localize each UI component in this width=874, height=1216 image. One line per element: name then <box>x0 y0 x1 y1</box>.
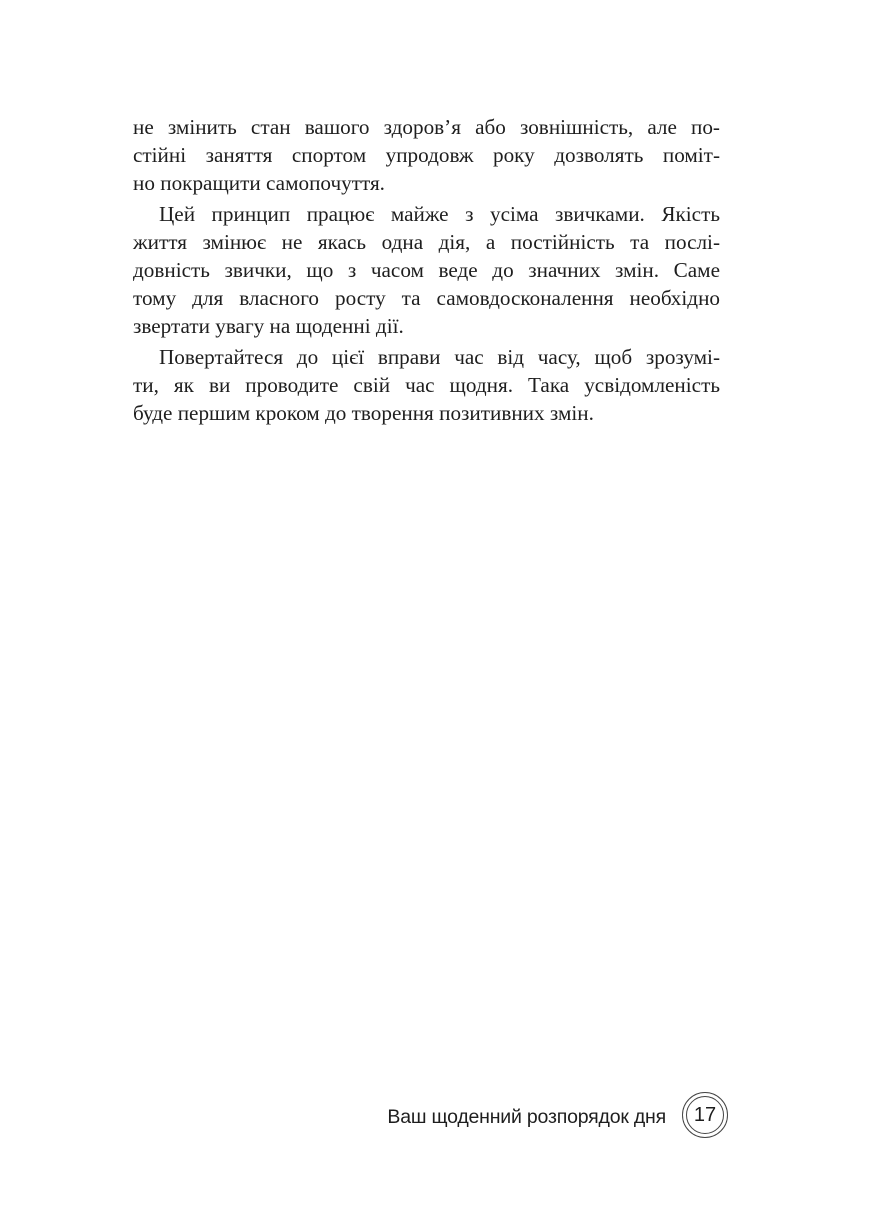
page-footer <box>0 1092 874 1142</box>
text-line: звертати увагу на щоденні дії. <box>133 314 404 338</box>
text-line: Цей принцип працює майже з усіма звичками. Якість <box>159 202 720 226</box>
text-line: но покращити самопочуття. <box>133 171 385 195</box>
text-line: Повертайтеся до цієї вправи час від часу, щоб зрозумі- <box>159 345 720 369</box>
page-number: 17 <box>693 1103 717 1126</box>
text-line: стійні заняття спортом упродовж року дозволять поміт- <box>133 143 720 167</box>
paragraph-2 <box>133 200 720 340</box>
text-line: життя змінює не якась одна дія, а постійність та послі- <box>133 230 720 254</box>
text-line: не змінить стан вашого здоров’я або зовнішність, але по- <box>133 115 720 139</box>
text-line: довність звички, що з часом веде до значних змін. Саме <box>133 258 720 282</box>
paragraph-1 <box>133 113 720 197</box>
text-line: тому для власного росту та самовдосконалення необхідно <box>133 286 720 310</box>
text-line: ти, як ви проводите свій час щодня. Така усвідомленість <box>133 373 720 397</box>
running-title: Ваш щоденний розпорядок дня <box>387 1106 666 1128</box>
paragraph-3 <box>133 343 720 427</box>
text-line: буде першим кроком до творення позитивних змін. <box>133 401 594 425</box>
body-text <box>133 113 720 430</box>
page-number-badge <box>682 1092 728 1138</box>
